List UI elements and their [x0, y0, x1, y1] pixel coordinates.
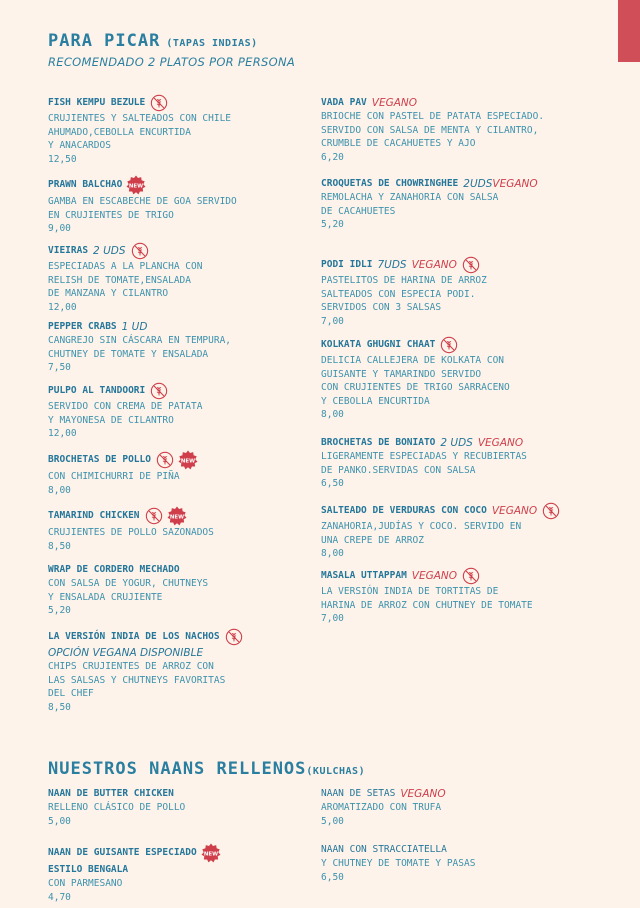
item-name: WRAP DE CORDERO MECHADO [48, 564, 180, 575]
new-badge-icon [167, 506, 187, 526]
item-price: 12,00 [48, 301, 77, 313]
section-subtitle: (KULCHAS) [306, 766, 366, 777]
gluten-free-icon [542, 502, 560, 520]
item-price: 4,70 [48, 891, 71, 903]
item-price: 7,00 [321, 315, 344, 327]
item-name: NAAN DE BUTTER CHICKEN [48, 788, 174, 799]
item-description: LA VERSIÓN INDIA DE TORTITAS DE HARINA DE ARROZ CON CHUTNEY DE TOMATE [321, 586, 533, 611]
gluten-free-icon [131, 242, 149, 260]
menu-item-pepper-crabs [48, 320, 328, 375]
item-name: PODI IDLI [321, 259, 373, 270]
new-badge-icon [178, 450, 198, 470]
menu-item-wrap-cordero [48, 563, 328, 618]
item-name: CROQUETAS DE CHOWRINGHEE [321, 178, 459, 189]
item-name: FISH KEMPU BEZULE [48, 97, 146, 108]
item-description: AROMATIZADO CON TRUFA [321, 802, 442, 813]
menu-item-naan-guisante [48, 843, 328, 905]
item-tag-vegan: VEGANO [411, 570, 458, 582]
item-description: Y CHUTNEY DE TOMATE Y PASAS [321, 858, 476, 869]
item-price: 8,00 [48, 484, 71, 496]
section-subtitle: (TAPAS INDIAS) [166, 38, 258, 49]
new-badge-icon [201, 843, 221, 863]
item-name: PEPPER CRABS [48, 321, 117, 332]
item-price: 5,20 [48, 605, 71, 617]
item-tag: 1 UD [121, 321, 148, 333]
item-price: 8,50 [48, 540, 71, 552]
item-name: BROCHETAS DE BONIATO [321, 437, 436, 448]
item-description: LIGERAMENTE ESPECIADAS Y RECUBIERTAS DE PANKO.SERVIDAS CON SALSA [321, 451, 527, 476]
item-description: GAMBA EN ESCABECHE DE GOA SERVIDO EN CRUJIENTES DE TRIGO [48, 196, 237, 221]
item-name: MASALA UTTAPPAM [321, 570, 407, 581]
menu-item-naan-butter-chicken [48, 787, 328, 829]
item-price: 6,50 [321, 871, 344, 883]
item-price: 12,00 [48, 428, 77, 440]
gluten-free-icon [150, 382, 168, 400]
gluten-free-icon [462, 256, 480, 274]
item-price: 5,00 [321, 815, 344, 827]
item-name: NAAN DE SETAS [321, 788, 396, 799]
item-name: SALTEADO DE VERDURAS CON COCO [321, 505, 487, 516]
item-description: SERVIDO CON CREMA DE PATATA Y MAYONESA DE CILANTRO [48, 401, 203, 426]
item-description: PASTELITOS DE HARINA DE ARROZ SALTEADOS CON ESPECIA PODI. SERVIDOS CON 3 SALSAS [321, 275, 487, 314]
section-title-text: NUESTROS NAANS RELLENOS [48, 759, 307, 779]
gluten-free-icon [145, 507, 163, 525]
item-tag-vegan: VEGANO [491, 505, 538, 517]
menu-item-nachos [48, 628, 328, 715]
item-price: 5,20 [321, 219, 344, 231]
menu-item-naan-stracciatella [321, 843, 621, 885]
item-description: CON CHIMICHURRI DE PIÑA [48, 471, 180, 482]
item-tag: 7UDS [377, 259, 407, 271]
corner-tab [618, 0, 640, 62]
gluten-free-icon [225, 628, 243, 646]
item-tag-vegan: VEGANO [492, 178, 538, 190]
item-price: 7,50 [48, 362, 71, 374]
menu-item-prawn-balchao [48, 175, 328, 236]
menu-item-masala-uttappam [321, 567, 621, 626]
item-description: BRIOCHE CON PASTEL DE PATATA ESPECIADO. SERVIDO CON SALSA DE MENTA Y CILANTRO, CRUMBLE DE CACAHUETES Y AJO [321, 111, 545, 150]
menu-item-naan-setas [321, 787, 621, 829]
item-description: REMOLACHA Y ZANAHORIA CON SALSA DE CACAHUETES [321, 192, 499, 217]
item-name-line2: ESTILO BENGALA [48, 864, 129, 875]
item-description: CANGREJO SIN CÁSCARA EN TEMPURA, CHUTNEY DE TOMATE Y ENSALADA [48, 335, 232, 360]
item-tag: 2UDS [463, 178, 493, 190]
item-description: CON SALSA DE YOGUR, CHUTNEYS Y ENSALADA CRUJIENTE [48, 578, 209, 603]
gluten-free-icon [440, 336, 458, 354]
item-name: PULPO AL TANDOORI [48, 385, 146, 396]
section-title-naans [48, 759, 365, 779]
item-price: 8,50 [48, 701, 71, 713]
item-name: PRAWN BALCHAO [48, 179, 123, 190]
menu-item-vieiras [48, 242, 328, 315]
item-description: CRUJIENTES DE POLLO SAZONADOS [48, 527, 214, 538]
item-name: VIEIRAS [48, 245, 89, 256]
item-price: 6,50 [321, 478, 344, 490]
gluten-free-icon [150, 94, 168, 112]
item-price: 8,00 [321, 409, 344, 421]
item-description: ESPECIADAS A LA PLANCHA CON RELISH DE TOMATE,ENSALADA DE MANZANA Y CILANTRO [48, 261, 203, 300]
menu-item-croquetas [321, 177, 621, 232]
item-name: VADA PAV [321, 97, 367, 108]
item-name: KOLKATA GHUGNI CHAAT [321, 339, 436, 350]
item-description: RELLENO CLÁSICO DE POLLO [48, 802, 186, 813]
recommendation-text: RECOMENDADO 2 PLATOS POR PERSONA [48, 55, 296, 69]
menu-item-kolkata-chaat [321, 336, 621, 422]
item-tag: OPCIÓN VEGANA DISPONIBLE [48, 647, 204, 659]
item-tag-vegan: VEGANO [371, 97, 418, 109]
menu-item-vada-pav [321, 96, 621, 165]
item-name: LA VERSIÓN INDIA DE LOS NACHOS [48, 631, 220, 642]
item-price: 8,00 [321, 548, 344, 560]
item-name: BROCHETAS DE POLLO [48, 454, 151, 465]
item-name: NAAN DE GUISANTE ESPECIADO [48, 847, 197, 858]
item-price: 5,00 [48, 815, 71, 827]
new-badge-icon [126, 175, 146, 195]
menu-item-tamarind-chicken [48, 506, 328, 554]
item-tag-vegan: VEGANO [400, 788, 446, 800]
item-description: CON PARMESANO [48, 878, 123, 889]
item-description: CRUJIENTES Y SALTEADOS CON CHILE AHUMADO,CEBOLLA ENCURTIDA Y ANACARDOS [48, 113, 232, 152]
gluten-free-icon [156, 451, 174, 469]
item-price: 6,20 [321, 151, 344, 163]
item-name: NAAN CON STRACCIATELLA [321, 844, 447, 855]
section-title-para-picar [48, 31, 258, 51]
gluten-free-icon [462, 567, 480, 585]
menu-item-brochetas-boniato [321, 436, 621, 491]
section-title-text: PARA PICAR [48, 31, 161, 51]
menu-item-fish-kempu [48, 94, 328, 167]
menu-item-brochetas-pollo [48, 450, 328, 498]
menu-item-podi-idli [321, 256, 621, 329]
item-tag-vegan: VEGANO [477, 437, 524, 449]
item-name: TAMARIND CHICKEN [48, 510, 140, 521]
item-tag-vegan: VEGANO [411, 259, 457, 271]
item-description: CHIPS CRUJIENTES DE ARROZ CON LAS SALSAS Y CHUTNEYS FAVORITAS DEL CHEF [48, 661, 226, 700]
item-tag: 2 UDS [93, 245, 126, 257]
item-price: 7,00 [321, 613, 344, 625]
menu-item-salteado-verduras [321, 502, 621, 561]
item-tag: 2 UDS [440, 437, 473, 449]
item-description: DELICIA CALLEJERA DE KOLKATA CON GUISANTE Y TAMARINDO SERVIDO CON CRUJIENTES DE TRIGO SARRACENO Y CEBOLLA ENCURTIDA [321, 355, 510, 407]
item-price: 9,00 [48, 223, 71, 235]
menu-item-pulpo-tandoori [48, 382, 328, 441]
item-price: 12,50 [48, 153, 77, 165]
item-description: ZANAHORIA,JUDÍAS Y COCO. SERVIDO EN UNA CREPE DE ARROZ [321, 521, 522, 546]
